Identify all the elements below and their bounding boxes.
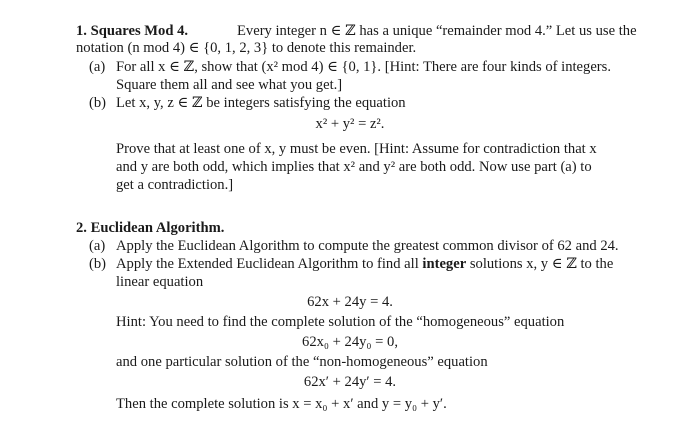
problem-1b-line-2: Prove that at least one of x, y must be even. [Hint: Assume for contradiction that x [116, 141, 597, 157]
problem-2b-line-1-bold: integer [422, 256, 467, 272]
problem-1b-line-1: Let x, y, z ∈ ℤ be integers satisfying the equation [116, 95, 406, 111]
problem-2b-hint-line: Hint: You need to find the complete solution of the “homogeneous” equation [116, 314, 565, 330]
problem-1-intro-line-2: notation (n mod 4) ∈ {0, 1, 2, 3} to denote this remainder. [76, 40, 417, 56]
problem-1-title: Squares Mod 4. [90, 23, 189, 39]
problem-2b-final-line: Then the complete solution is x = x₀ + x′ and y = y₀ + y′. [116, 396, 447, 412]
problem-2-title: Euclidean Algorithm. [90, 220, 225, 236]
problem-2a-label: (a) [89, 238, 106, 254]
problem-1a-line-1: For all x ∈ ℤ, show that (x² mod 4) ∈ {0, 1}. [Hint: There are four kinds of integers. [116, 59, 611, 75]
problem-1b-equation: x² + y² = z². [315, 116, 385, 132]
problem-2b-line-1-pre: Apply the Extended Euclidean Algorithm to find all [116, 256, 419, 272]
problem-2b-equation-2: 62x₀ + 24y₀ = 0, [302, 334, 398, 350]
problem-2b-particular-line: and one particular solution of the “non-homogeneous” equation [116, 354, 488, 370]
problem-2b-line-1-post: solutions x, y ∈ ℤ to the [469, 256, 614, 272]
problem-2-number: 2. [76, 220, 87, 236]
problem-2b-line-1 [116, 255, 613, 275]
problem-1a-line-2: Square them all and see what you get.] [116, 77, 343, 93]
problem-2b-equation-3: 62x′ + 24y′ = 4. [303, 374, 397, 390]
problem-1-intro-line-1: Every integer n ∈ ℤ has a unique “remainder mod 4.” Let us use the [237, 23, 637, 39]
problem-1a-label: (a) [89, 59, 106, 75]
problem-1b-line-3: and y are both odd, which implies that x² and y² are both odd. Now use part (a) to [116, 159, 592, 175]
problem-1-number: 1. [76, 23, 87, 39]
problem-2b-label: (b) [89, 256, 107, 272]
problem-1b-line-4: get a contradiction.] [116, 177, 234, 193]
problem-2b-equation-1: 62x + 24y = 4. [307, 294, 393, 310]
problem-2a-line-1: Apply the Euclidean Algorithm to compute the greatest common divisor of 62 and 24. [116, 238, 619, 254]
problem-2b-line-2: linear equation [116, 274, 204, 290]
problem-1b-label: (b) [89, 95, 107, 111]
problem-2-heading [76, 219, 224, 239]
